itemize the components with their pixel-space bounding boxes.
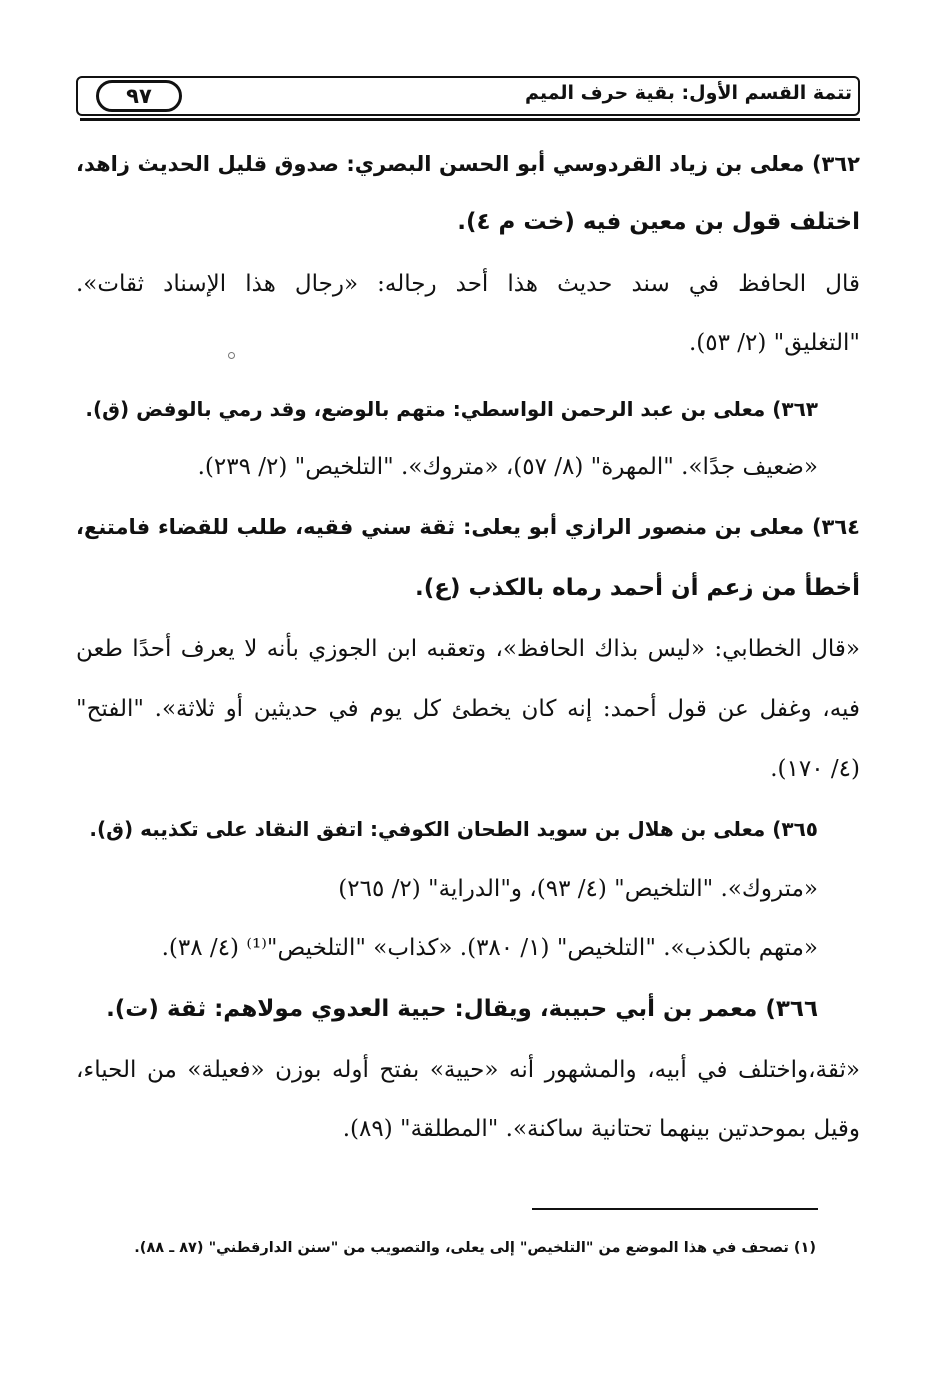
print-speck bbox=[228, 352, 235, 359]
entry-366-line-3: وقيل بموحدتين بينهما تحتانية ساكنة». "المطلقة" (٨٩). bbox=[342, 1116, 860, 1142]
entry-365-line-3: «متهم بالكذب». "التلخيص" (١/ ٣٨٠). «كذاب» "التلخيص"⁽¹⁾ (٤/ ٣٨). bbox=[161, 935, 818, 961]
header-underline bbox=[80, 118, 860, 121]
entry-364-line-5: (٤/ ١٧٠). bbox=[770, 756, 860, 782]
entry-363-line-2: «ضعيف جدًا». "المهرة" (٨/ ٥٧)، «متروك». "التلخيص" (٢/ ٢٣٩). bbox=[197, 454, 818, 480]
footnote-separator bbox=[532, 1208, 818, 1210]
entry-364-line-2: أخطأ من زعم أن أحمد رماه بالكذب (ع). bbox=[414, 575, 860, 601]
entry-362-line-3: قال الحافظ في سند حديث هذا أحد رجاله: «رجال هذا الإسناد ثقات». bbox=[76, 271, 860, 297]
running-title: تتمة القسم الأول: بقية حرف الميم bbox=[524, 82, 852, 104]
entry-362-line-4: "التغليق" (٢/ ٥٣). bbox=[688, 330, 860, 356]
entry-366-line-2: «ثقة،واختلف في أبيه، والمشهور أنه «حيية» بفتح أوله بوزن «فعيلة» من الحياء، bbox=[76, 1057, 860, 1083]
entry-366-line-1: ٣٦٦) معمر بن أبي حبيبة، ويقال: حيية العدوي مولاهم: ثقة (ت). bbox=[106, 996, 818, 1022]
entry-364-line-3: «قال الخطابي: «ليس بذاك الحافظ»، وتعقبه ابن الجوزي بأنه لا يعرف أحدًا طعن bbox=[76, 636, 860, 662]
entry-364-line-1: ٣٦٤) معلى بن منصور الرازي أبو يعلى: ثقة سني فقيه، طلب للقضاء فامتنع، bbox=[76, 515, 860, 539]
entry-365-line-2: «متروك». "التلخيص" (٤/ ٩٣)، و"الدراية" (٢/ ٢٦٥) bbox=[338, 876, 818, 902]
page-number: ٩٧ bbox=[96, 80, 182, 112]
entry-363-line-1: ٣٦٣) معلى بن عبد الرحمن الواسطي: متهم بالوضع، وقد رمي بالوفض (ق). bbox=[85, 397, 818, 421]
footnote-text: (١) تصحف في هذا الموضع من "التلخيص" إلى يعلى، والتصويب من "سنن الدارقطني" (٨٧ ـ ٨٨). bbox=[134, 1240, 816, 1256]
entry-364-line-4: فيه، وغفل عن قول أحمد: إنه كان يخطئ كل يوم في حديثين أو ثلاثة». "الفتح" bbox=[76, 696, 860, 722]
entry-362-line-2: اختلف قول بن معين فيه (خت م ٤). bbox=[457, 209, 860, 235]
entry-362-line-1: ٣٦٢) معلى بن زياد القردوسي أبو الحسن البصري: صدوق قليل الحديث زاهد، bbox=[76, 152, 860, 176]
entry-365-line-1: ٣٦٥) معلى بن هلال بن سويد الطحان الكوفي: اتفق النقاد على تكذيبه (ق). bbox=[89, 817, 818, 841]
